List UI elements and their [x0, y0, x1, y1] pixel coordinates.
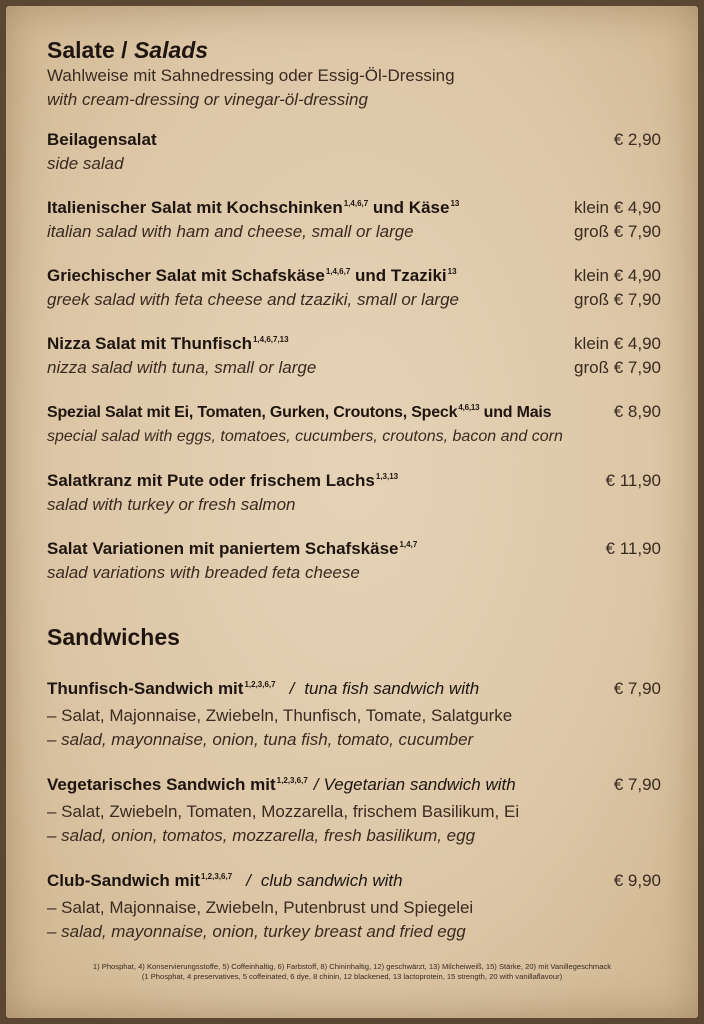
salads-section: [47, 36, 661, 585]
allergen-footnotes: [0, 962, 704, 982]
salad-item-name: Spezial Salat mit Ei, Tomaten, Gurken, Croutons, Speck$^{4,6,13}$ und Mais: [47, 403, 552, 421]
salad-item-price-small: klein € 4,90: [574, 266, 661, 285]
menu-content: [47, 36, 661, 944]
allergen-codes: 1,4,6,7: [325, 267, 351, 276]
salad-item: [47, 465, 661, 517]
sandwich-ingredients-en: – salad, onion, tomatos, mozzarella, fresh basilikum, egg: [47, 826, 476, 845]
sandwich-ingredients-en: – salad, mayonnaise, onion, tuna fish, tomato, cucumber: [47, 730, 474, 749]
sandwiches-section: [47, 623, 661, 944]
salad-item: [47, 328, 661, 380]
salad-item-price-small: klein € 4,90: [574, 198, 661, 217]
salad-item-name: Beilagensalat: [47, 130, 157, 149]
salad-item: [47, 260, 661, 312]
allergen-codes: 13: [447, 267, 457, 276]
allergen-codes: 1,4,6,7,13: [252, 335, 289, 344]
salad-item-price-large: groß € 7,90: [574, 290, 661, 309]
salad-item-en: special salad with eggs, tomatoes, cucumbers, croutons, bacon and corn: [47, 428, 563, 445]
footnote-en: (1 Phosphat, 4 preservatives, 5 coffeinated, 6 dye, 8 chinin, 12 blackened, 13 lactoprotein, 15 strength, 20 with vanillaflavour): [141, 972, 563, 981]
salad-item-price: € 8,90: [613, 402, 661, 421]
salad-item: [47, 533, 661, 585]
salads-title-en: Salads: [133, 37, 209, 63]
allergen-codes: 1,2,3,6,7: [244, 680, 276, 689]
sandwich-item: [47, 769, 661, 848]
salad-item-name: Griechischer Salat mit Schafskäse$^{1,4,6,7}$ und Tzaziki$^{13}$: [47, 266, 457, 285]
allergen-codes: 13: [450, 199, 460, 208]
footnote-de: 1) Phosphat, 4) Konservierungsstoffe, 5) Coffeinhaltig, 6) Farbstoff, 8) Chininhaltig, 12) geschwärzt, 13) Milcheiweiß, 15) Stärke, 20) mit Vanillegeschmack: [92, 962, 612, 971]
allergen-codes: 1,2,3,6,7: [201, 872, 233, 881]
salad-item-price: € 2,90: [613, 130, 661, 149]
sandwich-item-price: € 7,90: [613, 775, 661, 794]
salads-title-sep: /: [121, 37, 128, 63]
allergen-codes: 1,2,3,6,7: [276, 776, 308, 785]
allergen-codes: 1,4,6,7: [343, 199, 369, 208]
sandwich-ingredients-en: – salad, mayonnaise, onion, turkey breast and fried egg: [47, 922, 466, 941]
salad-item-en: italian salad with ham and cheese, small or large: [47, 222, 414, 241]
salad-item: [47, 192, 661, 244]
salad-item-price: € 11,90: [605, 471, 661, 490]
sandwiches-title: Sandwiches: [47, 624, 180, 650]
sandwich-item-name: Vegetarisches Sandwich mit$^{1,2,3,6,7}$ / Vegetarian sandwich with: [47, 775, 516, 794]
sandwich-item-price: € 7,90: [613, 679, 661, 698]
allergen-codes: 1,4,7: [399, 540, 418, 549]
salad-item-name: Salatkranz mit Pute oder frischem Lachs$^{1,3,13}$: [47, 471, 399, 490]
salad-item-price-large: groß € 7,90: [574, 222, 661, 241]
sandwich-item: [47, 865, 661, 944]
salad-item-en: greek salad with feta cheese and tzaziki, small or large: [47, 290, 459, 309]
sandwich-item-name: Thunfisch-Sandwich mit$^{1,2,3,6,7}$ / tuna fish sandwich with: [47, 679, 480, 698]
sandwich-item-name: Club-Sandwich mit$^{1,2,3,6,7}$ / club sandwich with: [47, 871, 403, 890]
salad-item-name: Nizza Salat mit Thunfisch$^{1,4,6,7,13}$: [47, 334, 289, 353]
salads-title: [47, 36, 661, 64]
salad-item-price: € 11,90: [605, 539, 661, 558]
salads-title-de: Salate: [47, 37, 115, 63]
salad-item-en: salad variations with breaded feta cheese: [47, 563, 360, 582]
sandwich-ingredients-de: – Salat, Majonnaise, Zwiebeln, Thunfisch, Tomate, Salatgurke: [47, 706, 513, 725]
sandwich-item-price: € 9,90: [613, 871, 661, 890]
salads-subtitle-de: Wahlweise mit Sahnedressing oder Essig-Öl-Dressing: [47, 66, 455, 85]
salads-subtitle-en: with cream-dressing or vinegar-öl-dressing: [47, 90, 368, 109]
salad-item-en: side salad: [47, 154, 124, 173]
salad-item-name: Salat Variationen mit paniertem Schafskäse$^{1,4,7}$: [47, 539, 418, 558]
sandwich-ingredients-de: – Salat, Majonnaise, Zwiebeln, Putenbrust und Spiegelei: [47, 898, 474, 917]
salad-item-name: Italienischer Salat mit Kochschinken$^{1,4,6,7}$ und Käse$^{13}$: [47, 198, 460, 217]
salad-item-price-small: klein € 4,90: [574, 334, 661, 353]
salad-item: [47, 128, 661, 176]
allergen-codes: 4,6,13: [458, 403, 480, 412]
allergen-codes: 1,3,13: [375, 472, 399, 481]
sandwich-ingredients-de: – Salat, Zwiebeln, Tomaten, Mozzarella, frischem Basilikum, Ei: [47, 802, 520, 821]
salad-item-price-large: groß € 7,90: [574, 358, 661, 377]
salad-item: [47, 396, 661, 449]
salad-item-en: salad with turkey or fresh salmon: [47, 495, 296, 514]
sandwich-item: [47, 673, 661, 752]
salad-item-en: nizza salad with tuna, small or large: [47, 358, 317, 377]
